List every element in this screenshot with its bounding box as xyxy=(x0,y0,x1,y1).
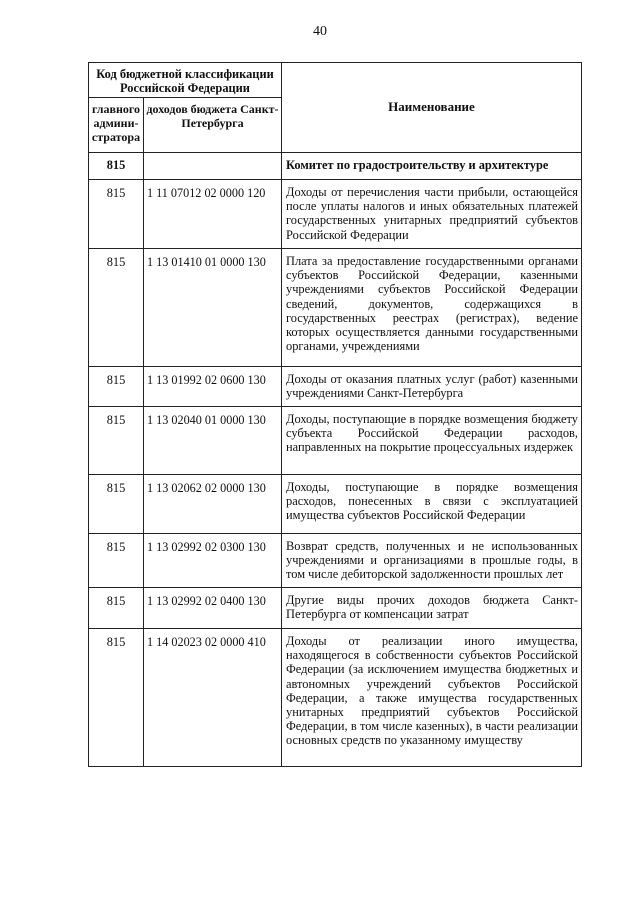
row-income-code: 1 13 02992 02 0400 130 xyxy=(144,588,282,629)
row-name: Возврат средств, полученных и не использованных учреждениями и организациями в прошлые годы, в том числе дебиторской задолженности прошлых лет xyxy=(282,534,582,588)
page-number: 40 xyxy=(313,24,327,39)
row-admin-code: 815 xyxy=(89,629,144,767)
header-name: Наименование xyxy=(282,63,582,153)
table-row xyxy=(89,475,582,534)
budget-classification-table xyxy=(88,62,582,767)
header-admin-code: главного админи-стратора xyxy=(89,98,144,153)
row-name: Другие виды прочих доходов бюджета Санкт-Петербурга от компенсации затрат xyxy=(282,588,582,629)
row-admin-code: 815 xyxy=(89,180,144,249)
row-name: Доходы от оказания платных услуг (работ) казенными учреждениями Санкт-Петербурга xyxy=(282,367,582,407)
row-name: Доходы от реализации иного имущества, находящегося в собственности субъектов Российской Федерации (за исключением имущества бюджетных и автономных учреждений субъектов Российской Федерации, а также имущества государственных унитарных предприятий субъектов Российской Федерации, в том числе казенных), в части реализации основных средств по указанному имуществу xyxy=(282,629,582,767)
table-header-row xyxy=(89,63,582,98)
committee-name: Комитет по градостроительству и архитектуре xyxy=(282,153,582,180)
table-row xyxy=(89,407,582,475)
table-row xyxy=(89,629,582,767)
row-admin-code: 815 xyxy=(89,249,144,367)
committee-admin-code: 815 xyxy=(89,153,144,180)
row-name: Доходы от перечисления части прибыли, остающейся после уплаты налогов и иных обязательных платежей государственных унитарных предприятий субъектов Российской Федерации xyxy=(282,180,582,249)
row-name: Доходы, поступающие в порядке возмещения расходов, понесенных в связи с эксплуатацией имущества субъектов Российской Федерации xyxy=(282,475,582,534)
row-admin-code: 815 xyxy=(89,407,144,475)
row-admin-code: 815 xyxy=(89,534,144,588)
row-income-code: 1 13 01992 02 0600 130 xyxy=(144,367,282,407)
committee-row xyxy=(89,153,582,180)
table-body xyxy=(89,153,582,767)
row-income-code: 1 14 02023 02 0000 410 xyxy=(144,629,282,767)
table-row xyxy=(89,180,582,249)
row-admin-code: 815 xyxy=(89,367,144,407)
header-classification-group: Код бюджетной классификации Российской Федерации xyxy=(89,63,282,98)
table-row xyxy=(89,588,582,629)
row-income-code: 1 13 02992 02 0300 130 xyxy=(144,534,282,588)
table-row xyxy=(89,534,582,588)
table-row xyxy=(89,249,582,367)
row-income-code: 1 13 02062 02 0000 130 xyxy=(144,475,282,534)
row-income-code: 1 13 02040 01 0000 130 xyxy=(144,407,282,475)
row-name: Доходы, поступающие в порядке возмещения бюджету субъекта Российской Федерации расходов, направленных на покрытие процессуальных издержек xyxy=(282,407,582,475)
header-income-code: доходов бюджета Санкт-Петербурга xyxy=(144,98,282,153)
row-name: Плата за предоставление государственными органами субъектов Российской Федерации, казенными учреждениями субъектов Российской Федерации сведений, документов, содержащихся в государственных реестрах (регистрах), ведение которых осуществляется данными государственными органами, учреждениями xyxy=(282,249,582,367)
row-income-code: 1 11 07012 02 0000 120 xyxy=(144,180,282,249)
row-income-code: 1 13 01410 01 0000 130 xyxy=(144,249,282,367)
committee-income-code xyxy=(144,153,282,180)
table-row xyxy=(89,367,582,407)
row-admin-code: 815 xyxy=(89,475,144,534)
row-admin-code: 815 xyxy=(89,588,144,629)
